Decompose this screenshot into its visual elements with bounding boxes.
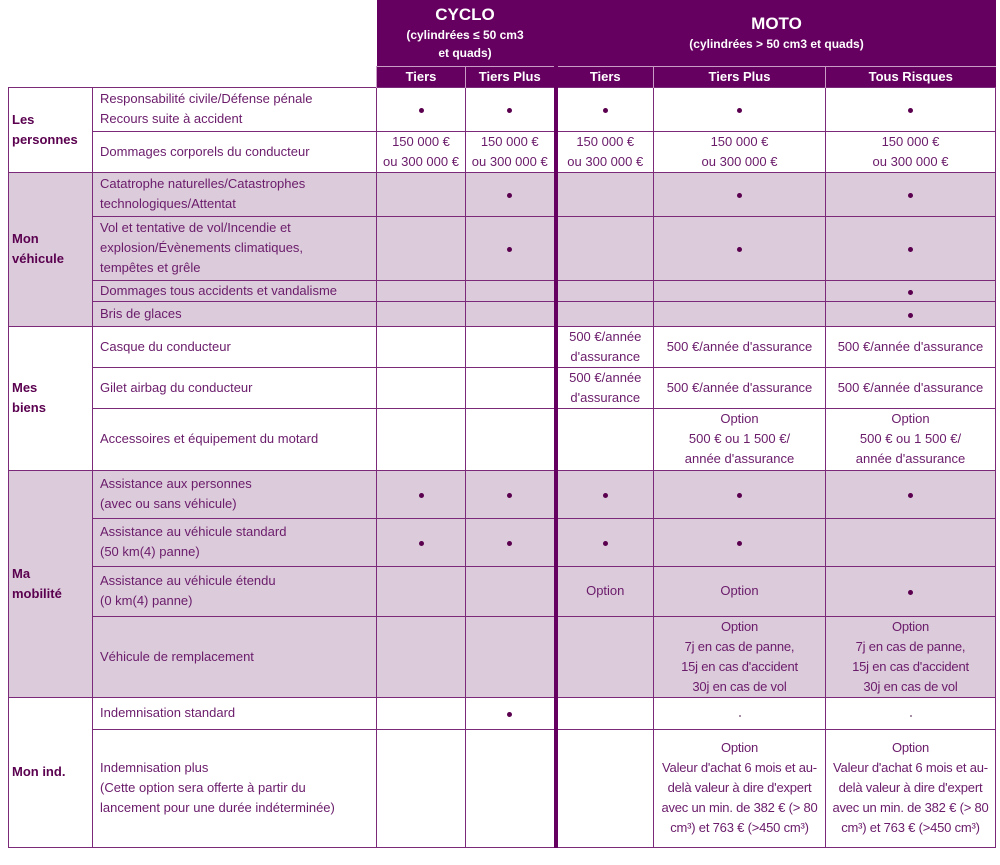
coverage-label bbox=[93, 616, 377, 697]
column-moto-tiers-plus: Tiers Plus bbox=[654, 66, 826, 87]
coverage-value-cell bbox=[466, 326, 556, 367]
coverage-value-line: ou 300 000 € bbox=[471, 153, 548, 169]
coverage-label-line: lancement pour une durée indéterminée) bbox=[100, 800, 335, 815]
coverage-value-cell bbox=[466, 87, 556, 131]
coverage-value-cell bbox=[466, 301, 556, 326]
coverage-value-cell bbox=[466, 518, 556, 566]
coverage-value-cell bbox=[377, 408, 466, 470]
coverage-value-cell bbox=[654, 408, 826, 470]
coverage-label-line: Gilet airbag du conducteur bbox=[100, 379, 253, 395]
coverage-value-line: 30j en cas de vol bbox=[692, 678, 787, 694]
header-blank bbox=[9, 0, 377, 66]
included-bullet-icon bbox=[507, 108, 512, 113]
coverage-label-line: Assistance au véhicule étendu bbox=[100, 573, 276, 588]
coverage-value-line: Valeur d'achat 6 mois et au- bbox=[833, 760, 988, 775]
coverage-label bbox=[93, 566, 377, 616]
coverage-value-line: 150 000 € bbox=[392, 133, 450, 149]
included-bullet-icon bbox=[737, 493, 742, 498]
coverage-label-line: (0 km(4) panne) bbox=[100, 593, 193, 608]
coverage-label-line: Indemnisation standard bbox=[100, 705, 236, 720]
column-cyclo-tiers: Tiers bbox=[377, 66, 466, 87]
coverage-value-text: Option bbox=[586, 583, 625, 598]
coverage-value-line: Option bbox=[720, 411, 759, 426]
coverage-value-line: Option bbox=[720, 740, 759, 755]
coverage-value-cell bbox=[826, 280, 996, 301]
category-label bbox=[9, 172, 93, 326]
included-bullet-icon bbox=[507, 712, 512, 717]
coverage-value-cell bbox=[826, 470, 996, 518]
coverage-value-line: ou 300 000 € bbox=[567, 153, 644, 169]
coverage-value-cell bbox=[826, 367, 996, 408]
included-bullet-icon bbox=[908, 493, 913, 498]
included-bullet-icon bbox=[419, 108, 424, 113]
column-cyclo-tiers-plus: Tiers Plus bbox=[466, 66, 556, 87]
coverage-value-line: 500 € ou 1 500 €/ bbox=[859, 431, 962, 446]
coverage-value-cell bbox=[556, 518, 654, 566]
coverage-value-text: Option bbox=[720, 583, 759, 598]
included-bullet-icon bbox=[507, 247, 512, 252]
coverage-value-line: 500 €/année d'assurance bbox=[837, 379, 984, 395]
coverage-label-line: Assistance au véhicule standard bbox=[100, 524, 287, 539]
coverage-value-line: cm³) et 763 € (>450 cm³) bbox=[841, 820, 980, 835]
coverage-value-cell bbox=[466, 131, 556, 172]
coverage-label bbox=[93, 326, 377, 367]
column-moto-tiers: Tiers bbox=[556, 66, 654, 87]
table-row bbox=[9, 172, 996, 216]
included-bullet-icon bbox=[507, 193, 512, 198]
coverage-value-line: delà valeur à dire d'expert bbox=[838, 780, 983, 795]
included-bullet-icon bbox=[737, 247, 742, 252]
category-line: Mon bbox=[12, 231, 39, 246]
coverage-label bbox=[93, 367, 377, 408]
moto-subtitle: (cylindrées > 50 cm3 et quads) bbox=[689, 36, 864, 51]
coverage-value-cell bbox=[826, 216, 996, 280]
coverage-value-cell bbox=[556, 616, 654, 697]
coverage-value-line: 30j en cas de vol bbox=[863, 678, 958, 694]
coverage-value-cell bbox=[826, 518, 996, 566]
coverage-value-cell bbox=[654, 518, 826, 566]
coverage-value-cell bbox=[466, 697, 556, 729]
category-line: véhicule bbox=[12, 251, 65, 266]
coverage-value-line: Option bbox=[891, 740, 930, 755]
table-row bbox=[9, 367, 996, 408]
coverage-value-cell bbox=[654, 566, 826, 616]
coverage-value-line: année d'assurance bbox=[684, 451, 795, 466]
coverage-value-cell bbox=[654, 729, 826, 847]
coverage-label bbox=[93, 87, 377, 131]
coverage-value-cell bbox=[826, 172, 996, 216]
table-row bbox=[9, 216, 996, 280]
coverage-label-line: tempêtes et grêle bbox=[100, 260, 201, 275]
coverage-value-cell bbox=[466, 172, 556, 216]
coverage-value-line: avec un min. de 382 € (> 80 bbox=[661, 800, 818, 815]
coverage-comparison-table-wrapper bbox=[8, 0, 996, 848]
coverage-label-line: Recours suite à accident bbox=[100, 111, 243, 126]
coverage-label bbox=[93, 301, 377, 326]
coverage-value-cell bbox=[826, 326, 996, 367]
included-bullet-icon bbox=[507, 493, 512, 498]
coverage-value-cell bbox=[466, 616, 556, 697]
coverage-value-cell bbox=[654, 172, 826, 216]
coverage-value-cell bbox=[826, 616, 996, 697]
coverage-value-cell bbox=[826, 697, 996, 729]
coverage-value-cell bbox=[826, 131, 996, 172]
coverage-value-cell bbox=[654, 697, 826, 729]
table-row bbox=[9, 131, 996, 172]
table-row bbox=[9, 729, 996, 847]
coverage-value-cell bbox=[466, 216, 556, 280]
coverage-label-line: explosion/Évènements climatiques, bbox=[100, 240, 304, 255]
coverage-label-line: Dommages tous accidents et vandalisme bbox=[100, 282, 338, 298]
coverage-value-cell bbox=[377, 616, 466, 697]
coverage-label bbox=[93, 408, 377, 470]
table-row bbox=[9, 616, 996, 697]
coverage-value-cell bbox=[377, 216, 466, 280]
category-line: Ma bbox=[12, 565, 31, 581]
coverage-value-line: 7j en cas de panne, bbox=[684, 638, 795, 654]
coverage-value-line: Option bbox=[891, 411, 930, 426]
coverage-label bbox=[93, 131, 377, 172]
category-line: biens bbox=[12, 400, 46, 415]
included-bullet-icon bbox=[737, 193, 742, 198]
category-label bbox=[9, 470, 93, 697]
coverage-value-cell bbox=[826, 566, 996, 616]
coverage-value-line: delà valeur à dire d'expert bbox=[667, 780, 812, 795]
coverage-value-line: 500 €/année d'assurance bbox=[666, 379, 813, 395]
coverage-value-cell bbox=[377, 87, 466, 131]
coverage-label bbox=[93, 172, 377, 216]
included-bullet-icon bbox=[908, 247, 913, 252]
coverage-value-line: 15j en cas d'accident bbox=[681, 658, 798, 674]
coverage-value-cell bbox=[556, 470, 654, 518]
faint-dot-icon bbox=[910, 715, 912, 717]
included-bullet-icon bbox=[603, 541, 608, 546]
coverage-value-cell bbox=[377, 280, 466, 301]
table-row bbox=[9, 566, 996, 616]
coverage-value-cell bbox=[654, 87, 826, 131]
coverage-value-line: 150 000 € bbox=[881, 133, 940, 149]
coverage-value-cell bbox=[826, 729, 996, 847]
category-line: Mes bbox=[12, 380, 38, 395]
coverage-value-cell bbox=[826, 87, 996, 131]
category-line: Mon ind. bbox=[12, 764, 66, 779]
coverage-value-cell bbox=[556, 216, 654, 280]
coverage-value-cell bbox=[377, 301, 466, 326]
coverage-value-line: avec un min. de 382 € (> 80 bbox=[832, 800, 989, 815]
coverage-value-cell bbox=[377, 729, 466, 847]
coverage-label bbox=[93, 729, 377, 847]
category-label bbox=[9, 697, 93, 847]
coverage-value-cell bbox=[654, 131, 826, 172]
coverage-label-line: Responsabilité civile/Défense pénale bbox=[100, 91, 313, 106]
cyclo-title: CYCLO bbox=[435, 4, 495, 24]
coverage-value-cell bbox=[466, 367, 556, 408]
coverage-value-line: ou 300 000 € bbox=[383, 153, 459, 169]
coverage-label bbox=[93, 470, 377, 518]
table-row bbox=[9, 326, 996, 367]
included-bullet-icon bbox=[908, 193, 913, 198]
coverage-label-line: Véhicule de remplacement bbox=[100, 648, 254, 664]
coverage-label-line: technologiques/Attentat bbox=[100, 196, 236, 211]
coverage-value-cell bbox=[826, 301, 996, 326]
coverage-value-line: 500 €/année bbox=[569, 328, 642, 344]
header-blank-2 bbox=[9, 66, 377, 87]
category-line: Les bbox=[12, 111, 35, 127]
coverage-value-cell bbox=[466, 470, 556, 518]
coverage-value-line: d'assurance bbox=[570, 389, 641, 405]
coverage-value-line: Option bbox=[891, 618, 930, 634]
included-bullet-icon bbox=[603, 108, 608, 113]
cyclo-subtitle-2: et quads) bbox=[438, 45, 492, 60]
table-row bbox=[9, 87, 996, 131]
faint-dot-icon bbox=[739, 715, 741, 717]
coverage-value-cell bbox=[556, 301, 654, 326]
coverage-value-line: 500 €/année bbox=[569, 369, 642, 385]
table-row bbox=[9, 301, 996, 326]
coverage-value-cell bbox=[556, 697, 654, 729]
coverage-value-cell bbox=[654, 367, 826, 408]
coverage-value-cell bbox=[556, 566, 654, 616]
included-bullet-icon bbox=[603, 493, 608, 498]
category-line: personnes bbox=[12, 131, 78, 147]
coverage-value-line: 500 €/année d'assurance bbox=[666, 338, 813, 354]
coverage-label-line: (Cette option sera offerte à partir du bbox=[100, 780, 306, 795]
coverage-value-cell bbox=[654, 280, 826, 301]
coverage-label-line: Assistance aux personnes bbox=[100, 476, 252, 491]
coverage-label-line: Dommages corporels du conducteur bbox=[100, 143, 310, 159]
coverage-value-cell bbox=[377, 518, 466, 566]
included-bullet-icon bbox=[419, 493, 424, 498]
table-row bbox=[9, 697, 996, 729]
category-label bbox=[9, 87, 93, 172]
coverage-value-line: 500 € ou 1 500 €/ bbox=[688, 431, 791, 446]
coverage-value-line: 150 000 € bbox=[710, 133, 769, 149]
coverage-value-cell bbox=[466, 566, 556, 616]
coverage-value-cell bbox=[556, 87, 654, 131]
coverage-value-cell bbox=[654, 616, 826, 697]
coverage-label bbox=[93, 216, 377, 280]
included-bullet-icon bbox=[908, 313, 913, 318]
coverage-value-cell bbox=[556, 408, 654, 470]
coverage-label-line: Vol et tentative de vol/Incendie et bbox=[100, 220, 291, 235]
coverage-value-line: ou 300 000 € bbox=[701, 153, 778, 169]
coverage-value-line: 150 000 € bbox=[480, 133, 539, 149]
coverage-value-cell bbox=[654, 301, 826, 326]
coverage-label-line: (avec ou sans véhicule) bbox=[100, 496, 237, 511]
coverage-value-cell bbox=[377, 131, 466, 172]
coverage-value-cell bbox=[654, 470, 826, 518]
coverage-label bbox=[93, 280, 377, 301]
coverage-value-line: Option bbox=[720, 618, 759, 634]
table-row bbox=[9, 280, 996, 301]
included-bullet-icon bbox=[507, 541, 512, 546]
coverage-value-cell bbox=[556, 326, 654, 367]
coverage-value-cell bbox=[377, 172, 466, 216]
coverage-value-cell bbox=[654, 216, 826, 280]
coverage-value-line: 15j en cas d'accident bbox=[852, 658, 969, 674]
moto-title: MOTO bbox=[751, 13, 802, 33]
coverage-value-cell bbox=[556, 280, 654, 301]
coverage-label-line: Catatrophe naturelles/Catastrophes bbox=[100, 176, 306, 191]
coverage-value-cell bbox=[377, 697, 466, 729]
coverage-label-line: (50 km(4) panne) bbox=[100, 544, 200, 559]
header-cyclo bbox=[377, 0, 556, 66]
cyclo-subtitle-1: (cylindrées ≤ 50 cm3 bbox=[406, 27, 524, 42]
coverage-comparison-table bbox=[8, 0, 996, 848]
table-row bbox=[9, 408, 996, 470]
coverage-value-cell bbox=[556, 729, 654, 847]
coverage-value-cell bbox=[377, 470, 466, 518]
coverage-value-line: année d'assurance bbox=[855, 451, 966, 466]
included-bullet-icon bbox=[908, 590, 913, 595]
coverage-value-cell bbox=[654, 326, 826, 367]
column-moto-tous-risques: Tous Risques bbox=[826, 66, 996, 87]
included-bullet-icon bbox=[737, 541, 742, 546]
coverage-value-line: Valeur d'achat 6 mois et au- bbox=[662, 760, 817, 775]
coverage-label-line: Accessoires et équipement du motard bbox=[100, 431, 319, 446]
coverage-value-line: d'assurance bbox=[570, 348, 641, 364]
coverage-table-body bbox=[9, 87, 996, 847]
coverage-label bbox=[93, 518, 377, 566]
coverage-label bbox=[93, 697, 377, 729]
coverage-value-line: 7j en cas de panne, bbox=[855, 638, 966, 654]
coverage-label-line: Bris de glaces bbox=[100, 305, 182, 321]
coverage-value-cell bbox=[556, 367, 654, 408]
included-bullet-icon bbox=[908, 108, 913, 113]
included-bullet-icon bbox=[419, 541, 424, 546]
coverage-label-line: Indemnisation plus bbox=[100, 760, 209, 775]
coverage-value-cell bbox=[826, 408, 996, 470]
coverage-value-line: 500 €/année d'assurance bbox=[837, 338, 984, 354]
coverage-label-line: Casque du conducteur bbox=[100, 338, 231, 354]
category-label bbox=[9, 326, 93, 470]
coverage-value-cell bbox=[466, 280, 556, 301]
coverage-value-cell bbox=[556, 172, 654, 216]
coverage-value-cell bbox=[556, 131, 654, 172]
coverage-value-line: cm³) et 763 € (>450 cm³) bbox=[670, 820, 809, 835]
coverage-value-cell bbox=[466, 729, 556, 847]
included-bullet-icon bbox=[908, 290, 913, 295]
coverage-value-line: 150 000 € bbox=[576, 133, 635, 149]
category-line: mobilité bbox=[12, 585, 62, 601]
table-row bbox=[9, 518, 996, 566]
coverage-value-cell bbox=[466, 408, 556, 470]
included-bullet-icon bbox=[737, 108, 742, 113]
coverage-value-cell bbox=[377, 566, 466, 616]
header-moto bbox=[556, 0, 996, 66]
coverage-value-cell bbox=[377, 367, 466, 408]
table-row bbox=[9, 470, 996, 518]
coverage-value-cell bbox=[377, 326, 466, 367]
coverage-value-line: ou 300 000 € bbox=[872, 153, 949, 169]
